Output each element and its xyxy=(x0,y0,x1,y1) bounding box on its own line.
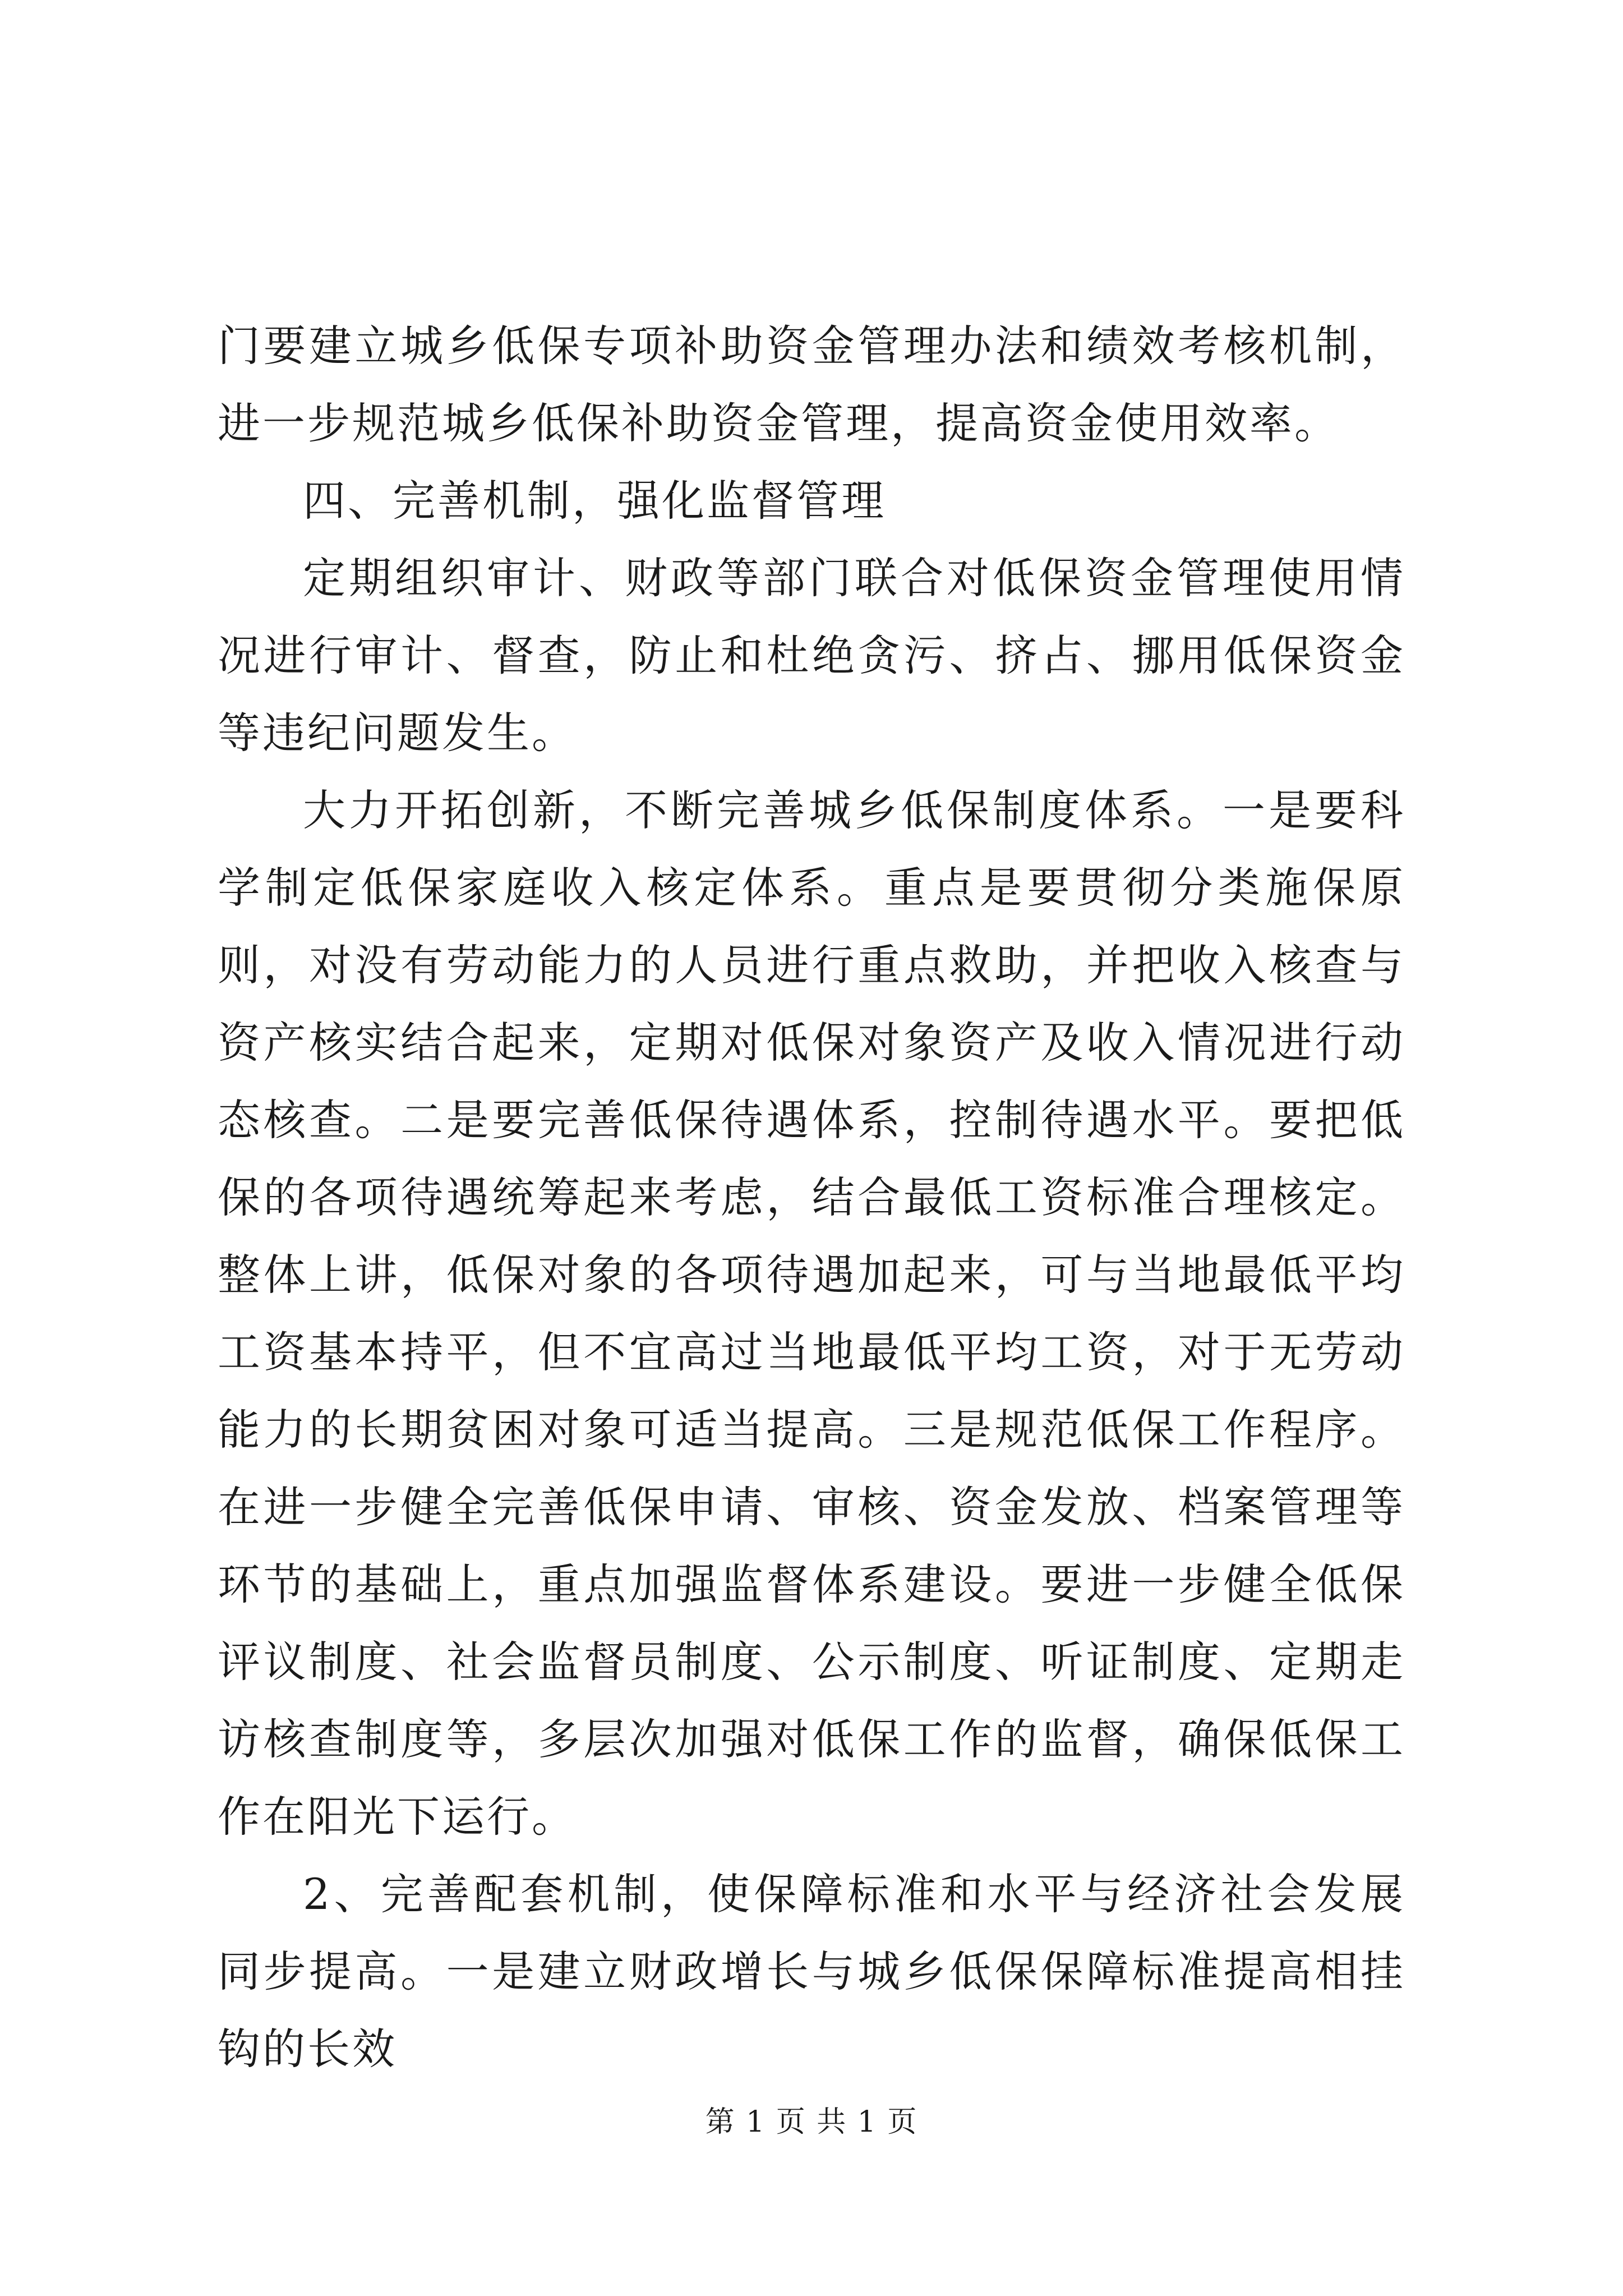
document-body xyxy=(218,307,1405,2088)
paragraph-mechanism: 2、完善配套机制，使保障标准和水平与经济社会发展同步提高。一是建立财政增长与城乡低保保障标准提高相挂钩的长效 xyxy=(218,1869,1405,2074)
paragraph-audit: 定期组织审计、财政等部门联合对低保资金管理使用情况进行审计、督查，防止和杜绝贪污、挤占、挪用低保资金等违纪问题发生。 xyxy=(218,553,1405,758)
section-heading: 四、完善机制，强化监督管理 xyxy=(303,476,886,526)
paragraph-innovation: 大力开拓创新，不断完善城乡低保制度体系。一是要科学制定低保家庭收入核定体系。重点是要贯彻分类施保原则，对没有劳动能力的人员进行重点救助，并把收入核查与资产核实结合起来，定期对低保对象资产及收入情况进行动态核查。二是要完善低保待遇体系，控制待遇水平。要把低保的各项待遇统筹起来考虑，结合最低工资标准合理核定。整体上讲，低保对象的各项待遇加起来，可与当地最低平均工资基本持平，但不宜高过当地最低平均工资，对于无劳动能力的长期贫困对象可适当提高。三是规范低保工作程序。在进一步健全完善低保申请、审核、资金发放、档案管理等环节的基础上，重点加强监督体系建设。要进一步健全低保评议制度、社会监督员制度、公示制度、听证制度、定期走访核查制度等，多层次加强对低保工作的监督，确保低保工作在阳光下运行。 xyxy=(218,785,1405,1842)
paragraph-continuation: 门要建立城乡低保专项补助资金管理办法和绩效考核机制，进一步规范城乡低保补助资金管理，提高资金使用效率。 xyxy=(218,321,1405,448)
page-number-footer: 第 1 页 共 1 页 xyxy=(705,2105,918,2139)
